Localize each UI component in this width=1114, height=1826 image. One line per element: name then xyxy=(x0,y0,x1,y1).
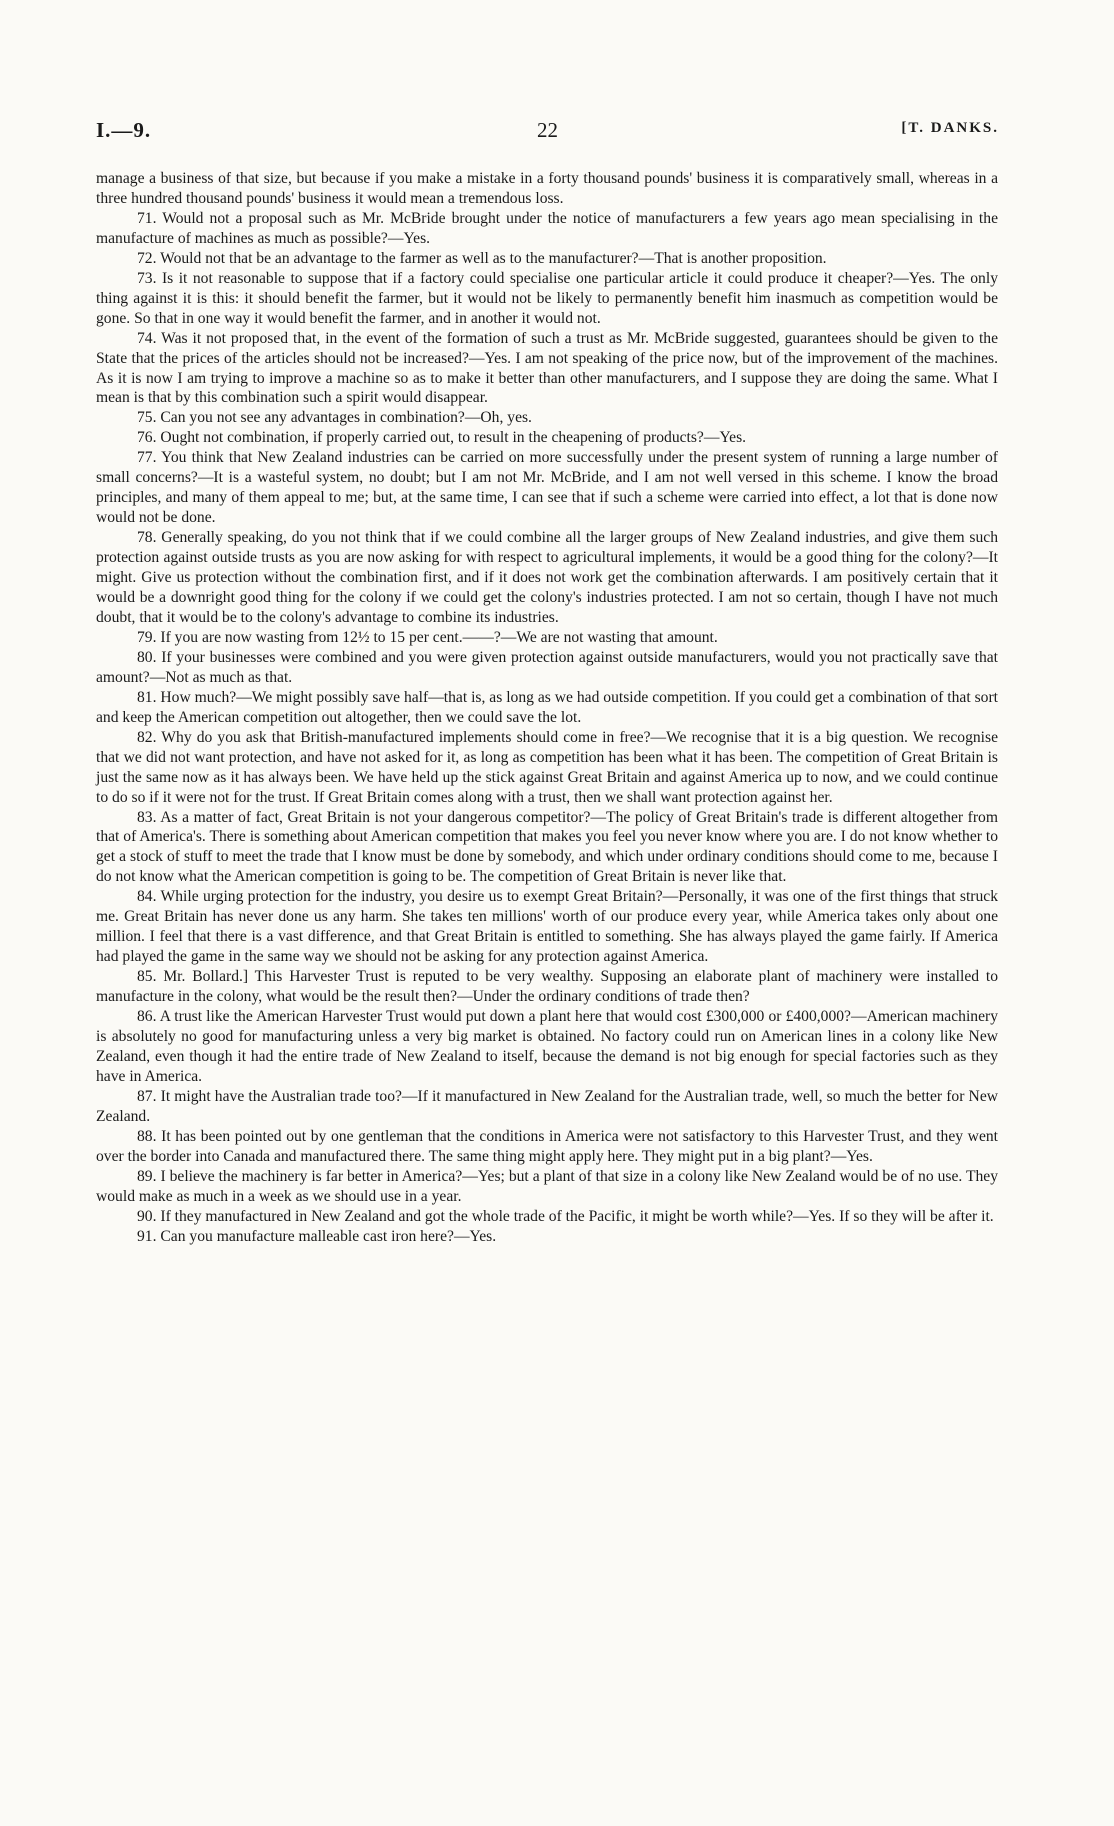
page-header xyxy=(96,118,999,148)
paragraph: 82. Why do you ask that British-manufactured implements should come in free?—We recognise that it is a big question. We recognise that we did not want protection, and have not asked for it, as long as competition has been what it has been. The competition of Great Britain is just the same now as it has always been. We have held up the stick against Great Britain and against America up to now, and we could continue to do so if it were not for the trust. If Great Britain comes along with a trust, then we shall want protection against her. xyxy=(96,728,998,806)
paragraph: 88. It has been pointed out by one gentleman that the conditions in America were not satisfactory to this Harvester Trust, and they went over the border into Canada and manufactured there. The same thing might apply here. They might put in a big plant?—Yes. xyxy=(96,1127,998,1165)
paragraph: 89. I believe the machinery is far better in America?—Yes; but a plant of that size in a colony like New Zealand would be of no use. They would make as much in a week as we should use in a year. xyxy=(96,1167,998,1205)
paragraph: 79. If you are now wasting from 12½ to 15 per cent.——?—We are not wasting that amount. xyxy=(137,628,718,646)
testimony-body xyxy=(96,169,998,1246)
paragraph: 91. Can you manufacture malleable cast iron here?—Yes. xyxy=(137,1227,497,1245)
page-number: 22 xyxy=(537,118,558,142)
paragraph: 90. If they manufactured in New Zealand and got the whole trade of the Pacific, it might be worth while?—Yes. If so they will be after it. xyxy=(137,1207,994,1225)
paragraph: manage a business of that size, but because if you make a mistake in a forty thousand pounds' business it is comparatively small, whereas in a three hundred thousand pounds' business it would mean a tremendous loss. xyxy=(96,170,998,207)
paragraph: 78. Generally speaking, do you not think that if we could combine all the larger groups of New Zealand industries, and give them such protection against outside trusts as you are now asking for with respect to agricultural implements, it would be a good thing for the colony?—It might. Give us protection without the combination first, and if it does not work get the combination afterwards. I am positively certain that it would be a downright good thing for the colony if we could get the colony's industries protected. I am not so certain, though I have not much doubt, that it would be to the colony's advantage to combine its industries. xyxy=(96,529,998,626)
paragraph: 72. Would not that be an advantage to the farmer as well as to the manufacturer?—That is another proposition. xyxy=(137,249,827,267)
paragraph: 73. Is it not reasonable to suppose that if a factory could specialise one particular article it could produce it cheaper?—Yes. The only thing against it is this: it should benefit the farmer, but it would not be likely to permanently benefit him inasmuch as competition would be gone. So that in one way it would benefit the farmer, and in another it would not. xyxy=(96,269,998,327)
paragraph: 85. Mr. Bollard.] This Harvester Trust is reputed to be very wealthy. Supposing an elaborate plant of machinery were installed to manufacture in the colony, what would be the result then?—Under the ordinary conditions of trade then? xyxy=(96,968,998,1006)
paragraph: 77. You think that New Zealand industries can be carried on more successfully under the present system of running a large number of small concerns?—It is a wasteful system, no doubt; but I am not Mr. McBride, and I am not well versed in this scheme. I know the broad principles, and many of them appeal to me; but, at the same time, I can see that if such a scheme were carried into effect, a lot that is done now would not be done. xyxy=(96,449,998,527)
paragraph: 75. Can you not see any advantages in combination?—Oh, yes. xyxy=(137,409,532,427)
paragraph: 81. How much?—We might possibly save half—that is, as long as we had outside competition. If you could get a combination of that sort and keep the American competition out altogether, then we could save the lot. xyxy=(96,688,998,726)
paragraph: 86. A trust like the American Harvester Trust would put down a plant here that would cost £300,000 or £400,000?—American machinery is absolutely no good for manufacturing unless a very big market is obtained. No factory could run on American lines in a colony like New Zealand, even though it had the entire trade of New Zealand to itself, because the demand is not big enough for special factories such as they have in America. xyxy=(96,1008,998,1085)
paragraph: 71. Would not a proposal such as Mr. McBride brought under the notice of manufacturers a few years ago mean specialising in the manufacture of machines as much as possible?—Yes. xyxy=(96,209,998,247)
paragraph: 80. If your businesses were combined and you were given protection against outside manufacturers, would you not practically save that amount?—Not as much as that. xyxy=(96,648,998,686)
paragraph: 83. As a matter of fact, Great Britain is not your dangerous competitor?—The policy of Great Britain's trade is different altogether from that of America's. There is something about American competition that makes you feel you never know where you are. I do not know whether to get a stock of stuff to meet the trade that I know must be done by somebody, and which under ordinary conditions should come to me, because I do not know what the American competition is going to be. The competition of Great Britain is never like that. xyxy=(96,808,998,886)
paragraph: 87. It might have the Australian trade too?—If it manufactured in New Zealand for the Australian trade, well, so much the better for New Zealand. xyxy=(96,1087,998,1125)
paragraph: 84. While urging protection for the industry, you desire us to exempt Great Britain?—Personally, it was one of the first things that struck me. Great Britain has never done us any harm. She takes ten millions' worth of our produce every year, while America takes only about one million. I feel that there is a vast difference, and that Great Britain is entitled to something. She has always played the game fairly. If America had played the game in the same way we should not be asking for any protection against America. xyxy=(96,888,998,966)
witness-name: [T. DANKS. xyxy=(901,120,999,136)
paragraph: 74. Was it not proposed that, in the event of the formation of such a trust as Mr. McBride suggested, guarantees should be given to the State that the prices of the articles should not be increased?—Yes. I am not speaking of the price now, but of the improvement of the machines. As it is now I am trying to improve a machine so as to make it better than other manufacturers, and I suppose they are doing the same. What I mean is that by this combination such a spirit would disappear. xyxy=(96,329,998,407)
document-reference: I.—9. xyxy=(96,118,152,142)
paragraph: 76. Ought not combination, if properly carried out, to result in the cheapening of products?—Yes. xyxy=(137,429,747,447)
